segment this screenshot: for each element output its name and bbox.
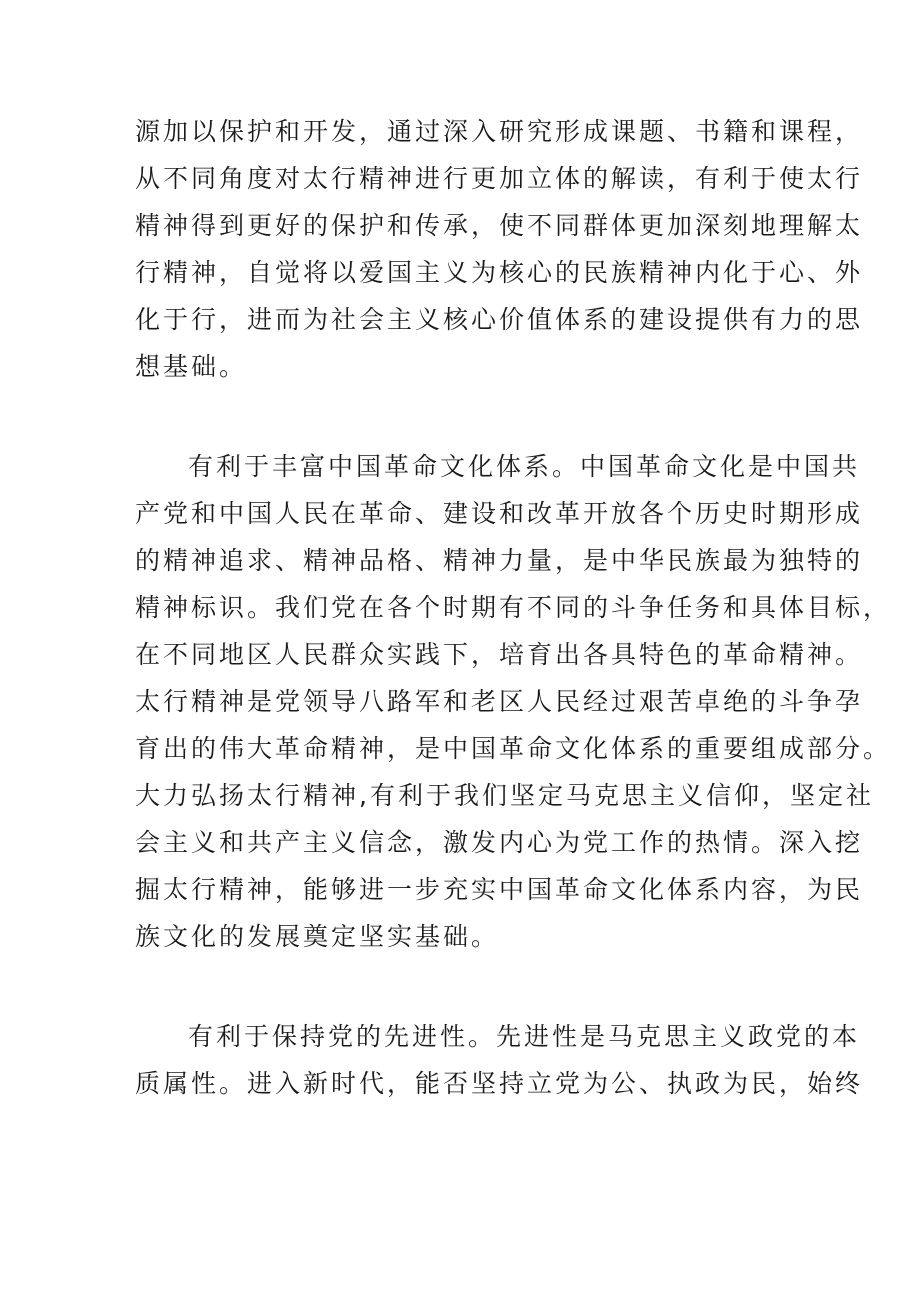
paragraph-2-line-1: 有利于丰富中国革命文化体系。中国革命文化是中国共 — [188, 452, 861, 481]
paragraph-2-line-8: 大力弘扬太行精神,有利于我们坚定马克思主义信仰，坚定社 — [135, 781, 874, 810]
paragraph-1-line-4: 行精神，自觉将以爱国主义为核心的民族精神内化于心、外 — [135, 258, 864, 287]
paragraph-2-line-9: 会主义和共产主义信念，激发内心为党工作的热情。深入挖 — [135, 828, 864, 857]
paragraph-2-line-4: 精神标识。我们党在各个时期有不同的斗争任务和具体目标， — [135, 593, 892, 622]
paragraph-1-line-2: 从不同角度对太行精神进行更加立体的解读，有利于使太行 — [135, 164, 864, 193]
paragraph-2-line-3: 的精神追求、精神品格、精神力量，是中华民族最为独特的 — [135, 546, 864, 575]
paragraph-1-line-1: 源加以保护和开发，通过深入研究形成课题、书籍和课程， — [135, 117, 864, 146]
paragraph-2-line-7: 育出的伟大革命精神，是中国革命文化体系的重要组成部分。 — [135, 734, 892, 763]
paragraph-1-line-6: 想基础。 — [135, 352, 248, 381]
paragraph-2-line-10: 掘太行精神，能够进一步充实中国革命文化体系内容，为民 — [135, 875, 864, 904]
paragraph-2-line-2: 产党和中国人民在革命、建设和改革开放各个历史时期形成 — [135, 499, 864, 528]
paragraph-2-line-6: 太行精神是党领导八路军和老区人民经过艰苦卓绝的斗争孕 — [135, 687, 864, 716]
paragraph-2-line-5: 在不同地区人民群众实践下，培育出各具特色的革命精神。 — [135, 640, 864, 669]
paragraph-3-line-2: 质属性。进入新时代，能否坚持立党为公、执政为民，始终 — [135, 1069, 864, 1098]
paragraph-2-line-11: 族文化的发展奠定坚实基础。 — [135, 922, 500, 951]
paragraph-3-line-1: 有利于保持党的先进性。先进性是马克思主义政党的本 — [188, 1022, 861, 1051]
paragraph-1-line-3: 精神得到更好的保护和传承，使不同群体更加深刻地理解太 — [135, 211, 864, 240]
paragraph-1-line-5: 化于行，进而为社会主义核心价值体系的建设提供有力的思 — [135, 305, 864, 334]
